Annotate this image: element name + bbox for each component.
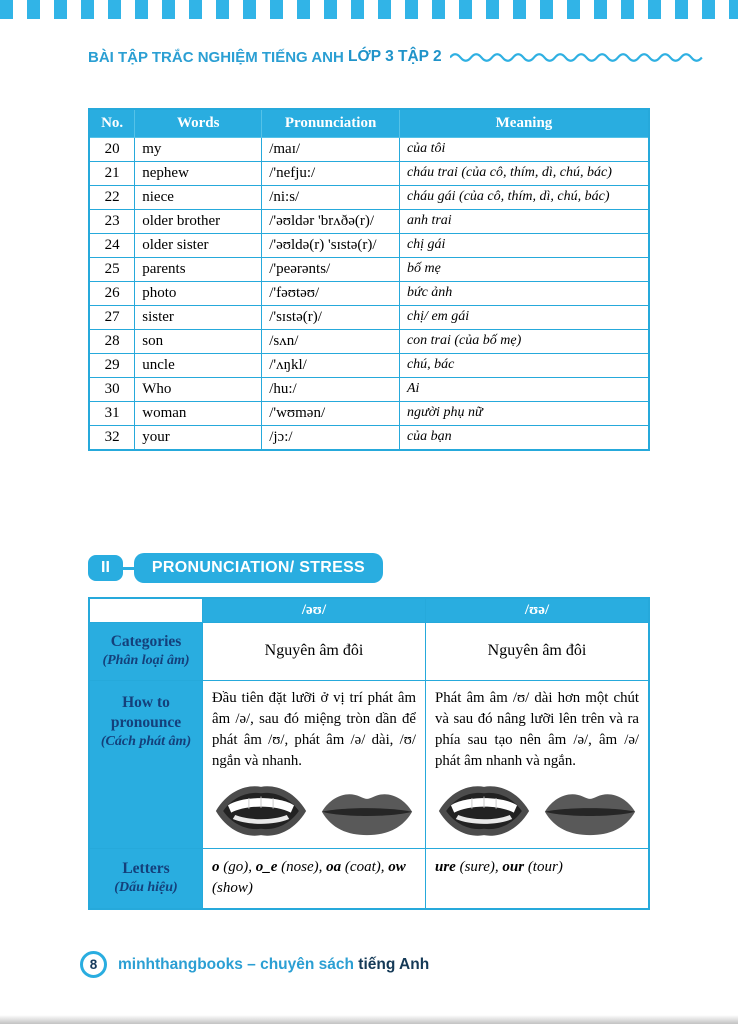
mouth-open-image [435, 782, 533, 840]
vocab-cell-no: 28 [89, 329, 135, 353]
vocab-header-row [89, 109, 649, 137]
letters-segment: (show) [212, 880, 253, 897]
vocab-cell-word: photo [135, 281, 262, 305]
pron-header-row [89, 598, 649, 622]
section-badge: II [88, 555, 123, 581]
letters-segment: (tour) [524, 858, 563, 875]
letters-segment: (sure), [455, 858, 503, 875]
pron-corner-cell [89, 598, 203, 622]
vocab-table-row [89, 185, 649, 209]
vocab-table-body [89, 137, 649, 450]
vocab-table-row [89, 401, 649, 425]
vocab-table-row [89, 377, 649, 401]
letters-segment: (go), [219, 858, 256, 875]
letters-segment: o_e [255, 858, 278, 875]
vocab-cell-meaning: cháu trai (của cô, thím, dì, chú, bác) [399, 161, 649, 185]
page-bottom-shadow [0, 1015, 738, 1024]
vocab-cell-no: 21 [89, 161, 135, 185]
vocab-table-row [89, 161, 649, 185]
page-number-badge: 8 [80, 951, 107, 978]
vocab-cell-pronunciation: /hu:/ [262, 377, 400, 401]
vocab-cell-word: your [135, 425, 262, 450]
vocab-cell-no: 27 [89, 305, 135, 329]
vocab-table-row [89, 257, 649, 281]
vocab-cell-meaning: người phụ nữ [399, 401, 649, 425]
vocab-cell-word: woman [135, 401, 262, 425]
vocab-cell-pronunciation: /'əʊldər 'brʌðə(r)/ [262, 209, 400, 233]
vocab-cell-meaning: anh trai [399, 209, 649, 233]
vocab-header-no: No. [89, 109, 135, 137]
header-title: BÀI TẬP TRẮC NGHIỆM TIẾNG ANH [88, 48, 349, 66]
pron-howto-row [89, 680, 649, 848]
vocab-cell-pronunciation: /'əʊldə(r) 'sɪstə(r)/ [262, 233, 400, 257]
vocab-cell-word: sister [135, 305, 262, 329]
howto-cell-1 [203, 680, 426, 848]
vocab-cell-meaning: Ai [399, 377, 649, 401]
vocab-table-row [89, 329, 649, 353]
letters-segment: ow [388, 858, 406, 875]
vocab-cell-meaning: của tôi [399, 137, 649, 161]
vocab-cell-no: 32 [89, 425, 135, 450]
vocab-cell-no: 30 [89, 377, 135, 401]
vocab-cell-meaning: bức ảnh [399, 281, 649, 305]
vocab-table-row [89, 209, 649, 233]
vocab-table-row [89, 305, 649, 329]
vocab-cell-pronunciation: /'nefju:/ [262, 161, 400, 185]
letters-segment: ure [435, 858, 456, 875]
header-title-bold: LỚP 3 TẬP 2 [348, 48, 442, 65]
footer-brand: minhthangbooks – chuyên sách [118, 955, 359, 973]
vocab-cell-pronunciation: /'fəʊtəʊ/ [262, 281, 400, 305]
vocab-cell-word: niece [135, 185, 262, 209]
vocab-table-row [89, 281, 649, 305]
vocab-cell-word: uncle [135, 353, 262, 377]
letters-cell-2 [426, 848, 650, 909]
mouth-rounded-image [318, 782, 416, 840]
categories-cell-2: Nguyên âm đôi [426, 622, 650, 680]
vocab-cell-pronunciation: /ni:s/ [262, 185, 400, 209]
section-connector-line [123, 567, 134, 570]
vocab-cell-word: my [135, 137, 262, 161]
row-label-main: Letters [122, 860, 170, 878]
page-header [88, 48, 712, 66]
mouth-images [435, 782, 639, 840]
vocab-cell-no: 31 [89, 401, 135, 425]
pron-categories-row [89, 622, 649, 680]
vocab-cell-pronunciation: /'wʊmən/ [262, 401, 400, 425]
vocab-cell-meaning: con trai (của bố mẹ) [399, 329, 649, 353]
vocab-table-row [89, 233, 649, 257]
vocab-cell-word: nephew [135, 161, 262, 185]
vocab-cell-no: 24 [89, 233, 135, 257]
vocab-cell-no: 25 [89, 257, 135, 281]
vocab-header-pronunciation: Pronunciation [262, 109, 400, 137]
letters-cell-1 [203, 848, 426, 909]
vocab-header-words: Words [135, 109, 262, 137]
mouth-images [212, 782, 416, 840]
howto-text: Phát âm âm /ʊ/ dài hơn một chút và sau đó nâng lưỡi lên trên và ra phía sau tạo nên âm /ə/, âm /ə/ phát âm nhanh và ngắn. [435, 689, 639, 769]
letters-segment: (coat), [341, 858, 389, 875]
vocab-cell-pronunciation: /jɔ:/ [262, 425, 400, 450]
row-label-categories [89, 622, 203, 680]
pron-col-header-2: /ʊə/ [426, 598, 650, 622]
vocab-cell-meaning: bố mẹ [399, 257, 649, 281]
row-label-main: Categories [110, 632, 182, 650]
mouth-open-image [212, 782, 310, 840]
vocab-cell-word: son [135, 329, 262, 353]
vocab-cell-meaning: chị/ em gái [399, 305, 649, 329]
pronunciation-table [88, 597, 650, 910]
vocab-cell-word: Who [135, 377, 262, 401]
vocab-cell-no: 22 [89, 185, 135, 209]
vocab-table-row [89, 425, 649, 450]
pron-col-header-1: /əʊ/ [203, 598, 426, 622]
pron-letters-row [89, 848, 649, 909]
vocab-cell-pronunciation: /maɪ/ [262, 137, 400, 161]
row-label-sub: (Cách phát âm) [100, 733, 192, 749]
row-label-sub: (Dấu hiệu) [114, 880, 178, 896]
vocab-cell-meaning: cháu gái (của cô, thím, dì, chú, bác) [399, 185, 649, 209]
mouth-rounded-image [541, 782, 639, 840]
howto-cell-2 [426, 680, 650, 848]
row-label-sub: (Phân loại âm) [102, 652, 190, 668]
vocabulary-table [88, 108, 650, 451]
letters-segment: oa [326, 858, 342, 875]
vocab-cell-word: older brother [135, 209, 262, 233]
row-label-main: How to pronounce [110, 693, 182, 731]
row-label-how-to-pronounce [89, 680, 203, 848]
vocab-table-row [89, 353, 649, 377]
letters-segment: our [502, 858, 525, 875]
letters-segment: o [212, 858, 220, 875]
howto-text: Đầu tiên đặt lưỡi ở vị trí phát âm âm /ə/, sau đó miệng tròn dần để phát âm /ʊ/, phát âm /ə/ dài, /ʊ/ ngắn và nhanh. [212, 689, 416, 769]
vocab-cell-meaning: chú, bác [399, 353, 649, 377]
vocab-cell-pronunciation: /sʌn/ [262, 329, 400, 353]
vocab-cell-no: 29 [89, 353, 135, 377]
footer-brand-bold: tiếng Anh [358, 955, 430, 973]
vocab-table-row [89, 137, 649, 161]
vocab-cell-no: 20 [89, 137, 135, 161]
vocab-cell-pronunciation: /'sɪstə(r)/ [262, 305, 400, 329]
vocab-cell-no: 26 [89, 281, 135, 305]
vocab-cell-meaning: chị gái [399, 233, 649, 257]
section-title: PRONUNCIATION/ STRESS [134, 553, 383, 583]
vocab-cell-pronunciation: /'peərənts/ [262, 257, 400, 281]
vocab-cell-meaning: của bạn [399, 425, 649, 450]
section-heading [88, 553, 383, 583]
page-footer [80, 951, 429, 978]
vocab-cell-pronunciation: /'ʌŋkl/ [262, 353, 400, 377]
vocab-cell-word: parents [135, 257, 262, 281]
vocab-cell-word: older sister [135, 233, 262, 257]
categories-cell-1: Nguyên âm đôi [203, 622, 426, 680]
row-label-letters [89, 848, 203, 909]
wavy-line-decoration [450, 51, 712, 64]
vocab-cell-no: 23 [89, 209, 135, 233]
letters-segment: (nose), [277, 858, 327, 875]
top-stripe-border [0, 0, 738, 19]
vocab-header-meaning: Meaning [399, 109, 649, 137]
